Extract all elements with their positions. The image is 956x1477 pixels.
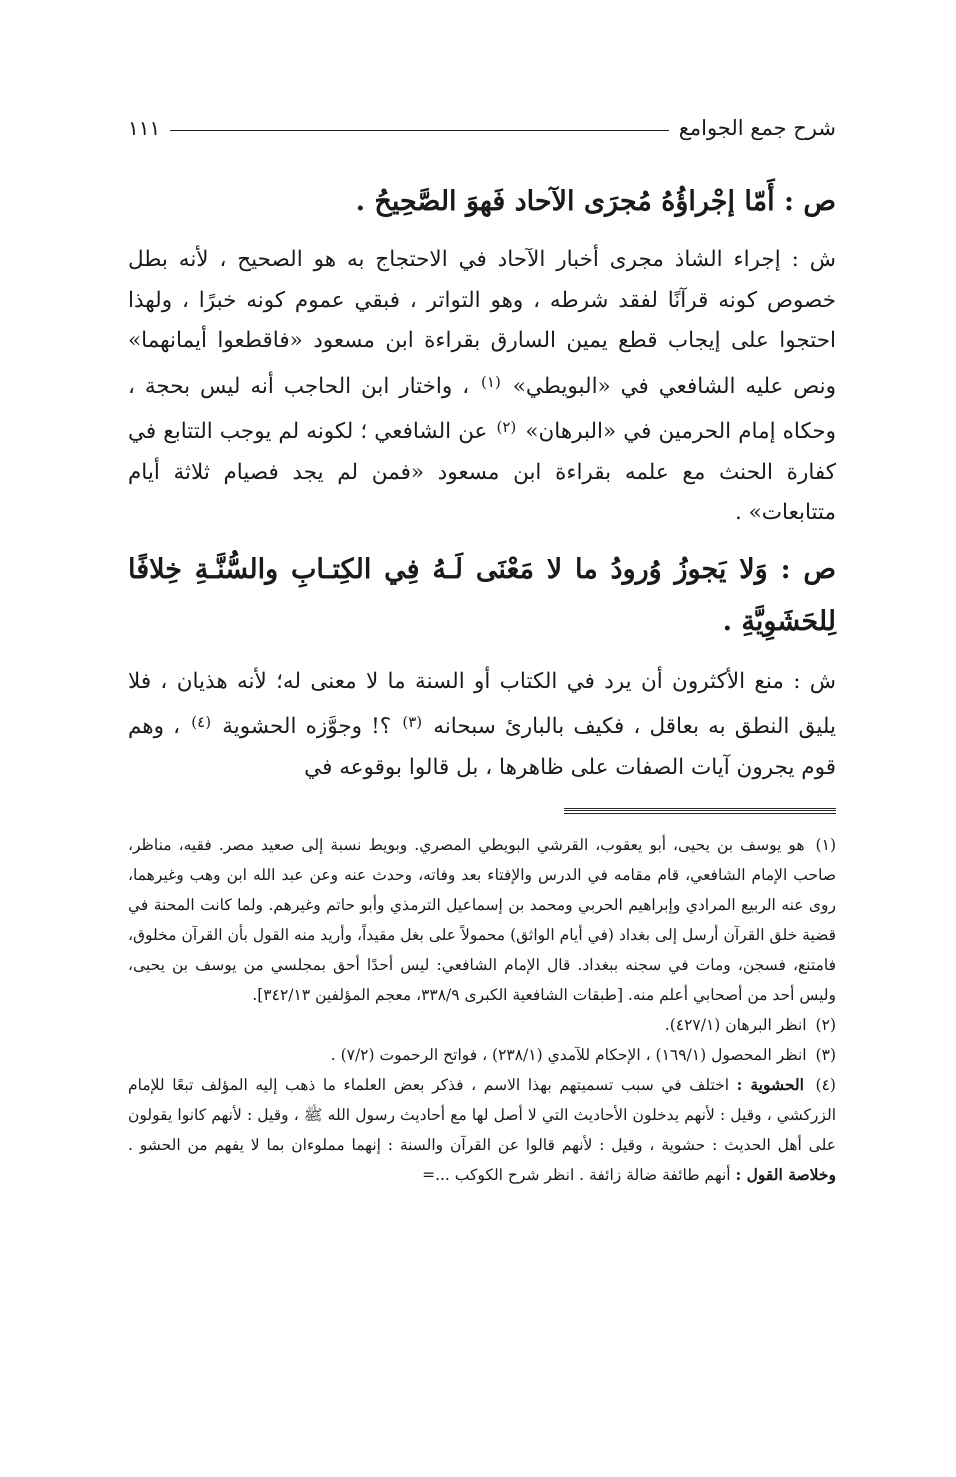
matn-text: أَمّا إجْراؤُهُ مُجرَى الآحاد فَهوَ الصَّحِيحُ . [355, 186, 775, 217]
footnote-text: انظر البرهان (٤٢٧/١). [664, 1016, 807, 1034]
footnote-ref-1: (١) [481, 372, 501, 391]
sharh-text-part: ، وهم قوم يجرون آيات الصفات على ظاهرها ، بل قالوا بوقوعه في [128, 714, 836, 780]
footnotes [128, 830, 836, 1190]
footnote-2 [128, 1010, 836, 1040]
footnote-term: الحشوية : [736, 1075, 804, 1094]
matn-text: وَلا يَجوزُ وُرودُ ما لا مَعْنَى لَـهُ فِي الكِتـابِ والسُّنَّـةِ خِلافًا لِلحَشَوِيَّةِ . [128, 553, 836, 637]
footnote-text: أنهم طائفة ضالة زائفة . انظر شرح الكوكب ...= [422, 1166, 731, 1184]
book-page [128, 108, 836, 1190]
sharh-text-part: عن الشافعي ؛ لكونه لم يوجب التتابع في كفارة الحنث مع علمه بقراءة ابن مسعود «فمن لم يجد فصيام ثلاثة أيام متتابعات» . [128, 419, 836, 525]
footnote-number: (١) [815, 836, 836, 854]
sharh-text-part: ، واختار ابن الحاجب أنه ليس بحجة ، وحكاه إمام الحرمين في «البرهان» [128, 373, 837, 444]
footnote-4 [128, 1070, 836, 1190]
matn-marker: ص : [780, 553, 837, 585]
footnote-number: (٤) [815, 1076, 836, 1094]
sharh-text-part: ؟! وجوَّزه الحشوية [222, 714, 392, 739]
sharh-paragraph-2 [128, 662, 836, 789]
footnote-text: اختلف في سبب تسميتهم بهذا الاسم ، فذكر بعض العلماء ما ذهب إليه المؤلف تبعًا للإمام الزركشي ، وقيل : لأنهم يدخلون الأحاديث التي لا أصل لها مع أحاديث رسول الله ﷺ ، وقيل : لأنهم كانوا يقولون على أهل الحديث : حشوية ، وقيل : لأنهم قالوا عن القرآن والسنة : إنهما مملوءان بما لا يفهم من الحشو . [128, 1076, 836, 1154]
header-rule [170, 130, 668, 131]
sharh-marker: ش : [791, 247, 836, 272]
sharh-text-part: إجراء الشاذ مجرى أخبار الآحاد في الاحتجاج به هو الصحيح ، لأنه بطل خصوص كونه قرآنًا لفقد شرطه ، وهو التواتر ، فبقي عموم كونه خبرًا ، ولهذا احتجوا على إيجاب قطع يمين السارق بقراءة ابن مسعود «فاقطعوا أيمانهما» ونص عليه الشافعي في «البويطي» [128, 247, 836, 399]
footnote-term: وخلاصة القول : [735, 1165, 836, 1184]
sharh-marker: ش : [793, 668, 837, 694]
footnote-text: هو يوسف بن يحيى، أبو يعقوب، القرشي البويطي المصري. وبويط نسبة إلى صعيد مصر. فقيه، مناظر، صاحب الإمام الشافعي، قام مقامه في الدرس والإفتاء بعد وفاته، وحدث عنه وعن عبد الله ابن وهب وغيرهما، روى عنه الربيع المرادي وإبراهيم الحربي ومحمد بن إسماعيل الترمذي وأبو حاتم وغيرهم. ولما كانت المحنة في قضية خلق القرآن أرسل إلى بغداد (في أيام الواثق) محمولاً على بغل مقيداً، وأريد منه القول بأن القرآن مخلوق، فامتنع، فسجن، ومات في سجنه ببغداد. قال الإمام الشافعي: ليس أحدًا أحق بمجلسي من يوسف بن يحيى، وليس أحد من أصحابي أعلم منه. [طبقات الشافعية الكبرى ٣٣٨/٩، معجم المؤلفين ٣٤٢/١٣]. [128, 836, 836, 1004]
footnote-text: انظر المحصول (١٦٩/١) ، الإحكام للآمدي (٢٣٨/١) ، فواتح الرحموت (٧/٢) . [330, 1046, 807, 1064]
sharh-paragraph-1 [128, 240, 836, 534]
sharh-text-part: منع الأكثرون أن يرد في الكتاب أو السنة ما لا معنى له؛ لأنه هذيان ، فلا يليق النطق به بعاقل ، فكيف بالبارئ سبحانه [128, 668, 837, 739]
footnote-separator [564, 808, 836, 814]
footnote-ref-4: (٤) [191, 713, 212, 731]
footnote-number: (٢) [815, 1016, 836, 1034]
page-number: ١١١ [128, 116, 161, 140]
footnote-ref-2: (٢) [496, 418, 517, 436]
matn-paragraph-1 [128, 176, 836, 228]
footnote-number: (٣) [815, 1046, 836, 1064]
footnote-3 [128, 1040, 836, 1070]
book-title: شرح جمع الجوامع [678, 116, 836, 140]
matn-marker: ص : [783, 186, 836, 217]
matn-paragraph-2 [128, 544, 836, 648]
running-header [128, 108, 836, 148]
footnote-ref-3: (٣) [402, 713, 423, 731]
footnote-1 [128, 830, 836, 1010]
